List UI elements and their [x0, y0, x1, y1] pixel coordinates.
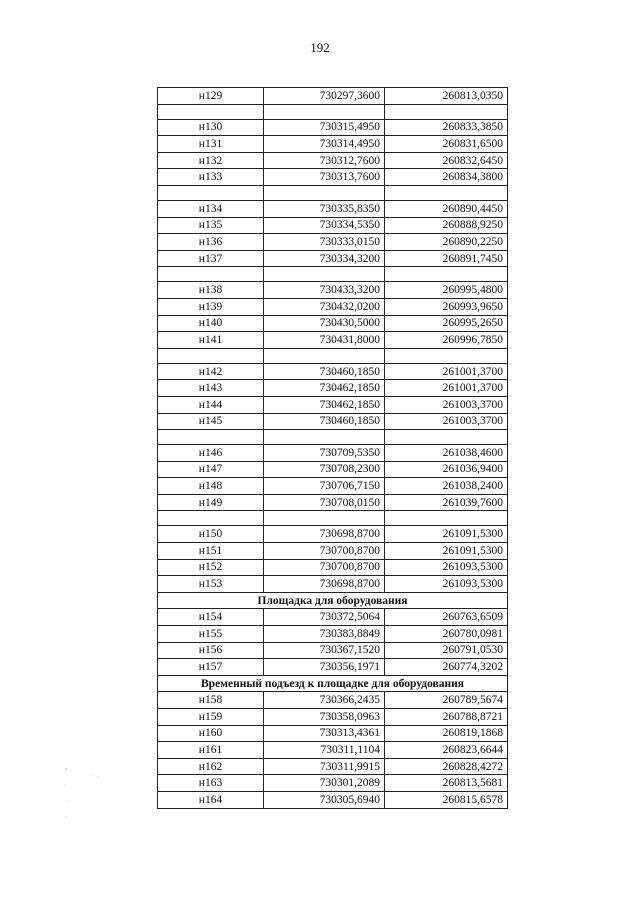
table-row: [158, 659, 508, 676]
point-name-cell: н162: [158, 758, 264, 775]
empty-cell: [385, 348, 508, 363]
x-coordinate-cell: 730334,5350: [264, 217, 385, 234]
x-coordinate-cell: 730313,7600: [264, 169, 385, 186]
table-row: [158, 250, 508, 267]
empty-cell: [264, 185, 385, 200]
x-coordinate-cell: 730708,0150: [264, 494, 385, 511]
x-coordinate-cell: 730700,8700: [264, 543, 385, 560]
empty-cell: [385, 104, 508, 119]
x-coordinate-cell: 730366,2435: [264, 692, 385, 709]
x-coordinate-cell: 730706,7150: [264, 478, 385, 495]
y-coordinate-cell: 261038,4600: [385, 445, 508, 462]
y-coordinate-cell: 261001,3700: [385, 363, 508, 380]
point-name-cell: н139: [158, 298, 264, 315]
y-coordinate-cell: 261036,9400: [385, 461, 508, 478]
table-row: [158, 200, 508, 217]
y-coordinate-cell: 260995,2650: [385, 315, 508, 332]
y-coordinate-cell: 261003,3700: [385, 413, 508, 430]
y-coordinate-cell: 260834,3800: [385, 169, 508, 186]
point-name-cell: н147: [158, 461, 264, 478]
blank-separator-row: [158, 348, 508, 363]
table-row: [158, 217, 508, 234]
table-row: [158, 526, 508, 543]
point-name-cell: н140: [158, 315, 264, 332]
point-name-cell: н164: [158, 791, 264, 808]
y-coordinate-cell: 260819,1868: [385, 725, 508, 742]
x-coordinate-cell: 730431,8000: [264, 332, 385, 349]
x-coordinate-cell: 730335,8350: [264, 200, 385, 217]
point-name-cell: н148: [158, 478, 264, 495]
x-coordinate-cell: 730430,5000: [264, 315, 385, 332]
y-coordinate-cell: 261038,2400: [385, 478, 508, 495]
x-coordinate-cell: 730334,3200: [264, 250, 385, 267]
x-coordinate-cell: 730462,1850: [264, 396, 385, 413]
table-row: [158, 282, 508, 299]
table-row: [158, 119, 508, 136]
y-coordinate-cell: 260813,5681: [385, 775, 508, 792]
point-name-cell: н136: [158, 234, 264, 251]
y-coordinate-cell: 260832,6450: [385, 152, 508, 169]
section-header-row: [158, 592, 508, 609]
empty-cell: [264, 430, 385, 445]
y-coordinate-cell: 260993,9650: [385, 298, 508, 315]
point-name-cell: н145: [158, 413, 264, 430]
empty-cell: [385, 185, 508, 200]
point-name-cell: н156: [158, 642, 264, 659]
empty-cell: [264, 267, 385, 282]
x-coordinate-cell: 730358,0963: [264, 709, 385, 726]
page-number: 192: [310, 40, 330, 55]
x-coordinate-cell: 730311,1104: [264, 742, 385, 759]
section-title: Временный подъезд к площадке для оборудования: [158, 675, 508, 692]
table-row: [158, 791, 508, 808]
point-name-cell: н134: [158, 200, 264, 217]
y-coordinate-cell: 260763,6509: [385, 609, 508, 626]
empty-cell: [264, 348, 385, 363]
table-row: [158, 494, 508, 511]
x-coordinate-cell: 730432,0200: [264, 298, 385, 315]
y-coordinate-cell: 260890,2250: [385, 234, 508, 251]
x-coordinate-cell: 730462,1850: [264, 380, 385, 397]
table-row: [158, 709, 508, 726]
table-row: [158, 626, 508, 643]
table-row: [158, 742, 508, 759]
point-name-cell: н129: [158, 88, 264, 105]
x-coordinate-cell: 730700,8700: [264, 559, 385, 576]
table-row: [158, 642, 508, 659]
table-row: [158, 461, 508, 478]
x-coordinate-cell: 730315,4950: [264, 119, 385, 136]
x-coordinate-cell: 730312,7600: [264, 152, 385, 169]
table-row: [158, 136, 508, 153]
table-row: [158, 609, 508, 626]
point-name-cell: н132: [158, 152, 264, 169]
blank-separator-row: [158, 511, 508, 526]
point-name-cell: н144: [158, 396, 264, 413]
x-coordinate-cell: 730301,2089: [264, 775, 385, 792]
table-row: [158, 725, 508, 742]
table-row: [158, 576, 508, 593]
point-name-cell: н143: [158, 380, 264, 397]
y-coordinate-cell: 261091,5300: [385, 526, 508, 543]
y-coordinate-cell: 261039,7600: [385, 494, 508, 511]
point-name-cell: н158: [158, 692, 264, 709]
point-name-cell: н150: [158, 526, 264, 543]
point-name-cell: н142: [158, 363, 264, 380]
point-name-cell: н131: [158, 136, 264, 153]
x-coordinate-cell: 730305,6940: [264, 791, 385, 808]
y-coordinate-cell: 261093,5300: [385, 559, 508, 576]
table-row: [158, 758, 508, 775]
y-coordinate-cell: 260996,7850: [385, 332, 508, 349]
y-coordinate-cell: 260823,6644: [385, 742, 508, 759]
blank-separator-row: [158, 185, 508, 200]
table-row: [158, 363, 508, 380]
point-name-cell: н152: [158, 559, 264, 576]
section-title: Площадка для оборудования: [158, 592, 508, 609]
y-coordinate-cell: 260788,8721: [385, 709, 508, 726]
y-coordinate-cell: 260995,4800: [385, 282, 508, 299]
table-row: [158, 413, 508, 430]
empty-cell: [158, 430, 264, 445]
coordinates-table-body: [158, 88, 508, 809]
x-coordinate-cell: 730314,4950: [264, 136, 385, 153]
x-coordinate-cell: 730460,1850: [264, 363, 385, 380]
y-coordinate-cell: 260888,9250: [385, 217, 508, 234]
y-coordinate-cell: 260813,0350: [385, 88, 508, 105]
point-name-cell: н135: [158, 217, 264, 234]
point-name-cell: н155: [158, 626, 264, 643]
empty-cell: [385, 267, 508, 282]
table-row: [158, 332, 508, 349]
table-row: [158, 445, 508, 462]
x-coordinate-cell: 730311,9915: [264, 758, 385, 775]
x-coordinate-cell: 730372,5064: [264, 609, 385, 626]
x-coordinate-cell: 730313,4361: [264, 725, 385, 742]
blank-separator-row: [158, 104, 508, 119]
empty-cell: [385, 511, 508, 526]
point-name-cell: н146: [158, 445, 264, 462]
table-row: [158, 380, 508, 397]
x-coordinate-cell: 730383,8849: [264, 626, 385, 643]
empty-cell: [264, 104, 385, 119]
point-name-cell: н133: [158, 169, 264, 186]
y-coordinate-cell: 261093,5300: [385, 576, 508, 593]
empty-cell: [158, 104, 264, 119]
y-coordinate-cell: 260891,7450: [385, 250, 508, 267]
x-coordinate-cell: 730709,5350: [264, 445, 385, 462]
y-coordinate-cell: 260789,5674: [385, 692, 508, 709]
x-coordinate-cell: 730367,1520: [264, 642, 385, 659]
point-name-cell: н141: [158, 332, 264, 349]
empty-cell: [158, 511, 264, 526]
table-row: [158, 152, 508, 169]
empty-cell: [158, 185, 264, 200]
table-row: [158, 775, 508, 792]
table-row: [158, 692, 508, 709]
y-coordinate-cell: 261091,5300: [385, 543, 508, 560]
table-row: [158, 88, 508, 105]
empty-cell: [385, 430, 508, 445]
y-coordinate-cell: 260833,3850: [385, 119, 508, 136]
x-coordinate-cell: 730698,8700: [264, 576, 385, 593]
point-name-cell: н161: [158, 742, 264, 759]
table-row: [158, 559, 508, 576]
x-coordinate-cell: 730333,0150: [264, 234, 385, 251]
point-name-cell: н157: [158, 659, 264, 676]
table-row: [158, 543, 508, 560]
point-name-cell: н138: [158, 282, 264, 299]
blank-separator-row: [158, 430, 508, 445]
y-coordinate-cell: 260831,6500: [385, 136, 508, 153]
blank-separator-row: [158, 267, 508, 282]
y-coordinate-cell: 260780,0981: [385, 626, 508, 643]
table-row: [158, 396, 508, 413]
x-coordinate-cell: 730297,3600: [264, 88, 385, 105]
point-name-cell: н130: [158, 119, 264, 136]
point-name-cell: н159: [158, 709, 264, 726]
point-name-cell: н149: [158, 494, 264, 511]
table-row: [158, 315, 508, 332]
x-coordinate-cell: 730698,8700: [264, 526, 385, 543]
y-coordinate-cell: 260815,6578: [385, 791, 508, 808]
y-coordinate-cell: 260774,3202: [385, 659, 508, 676]
table-row: [158, 169, 508, 186]
y-coordinate-cell: 260828,4272: [385, 758, 508, 775]
y-coordinate-cell: 260791,0530: [385, 642, 508, 659]
point-name-cell: н153: [158, 576, 264, 593]
y-coordinate-cell: 261001,3700: [385, 380, 508, 397]
point-name-cell: н154: [158, 609, 264, 626]
section-header-row: [158, 675, 508, 692]
table-row: [158, 234, 508, 251]
empty-cell: [158, 348, 264, 363]
scan-specks: [62, 765, 132, 835]
empty-cell: [158, 267, 264, 282]
coordinates-table: [157, 87, 508, 809]
y-coordinate-cell: 260890,4450: [385, 200, 508, 217]
table-row: [158, 298, 508, 315]
point-name-cell: н151: [158, 543, 264, 560]
x-coordinate-cell: 730433,3200: [264, 282, 385, 299]
y-coordinate-cell: 261003,3700: [385, 396, 508, 413]
empty-cell: [264, 511, 385, 526]
x-coordinate-cell: 730460,1850: [264, 413, 385, 430]
point-name-cell: н137: [158, 250, 264, 267]
table-row: [158, 478, 508, 495]
x-coordinate-cell: 730708,2300: [264, 461, 385, 478]
point-name-cell: н163: [158, 775, 264, 792]
x-coordinate-cell: 730356,1971: [264, 659, 385, 676]
point-name-cell: н160: [158, 725, 264, 742]
